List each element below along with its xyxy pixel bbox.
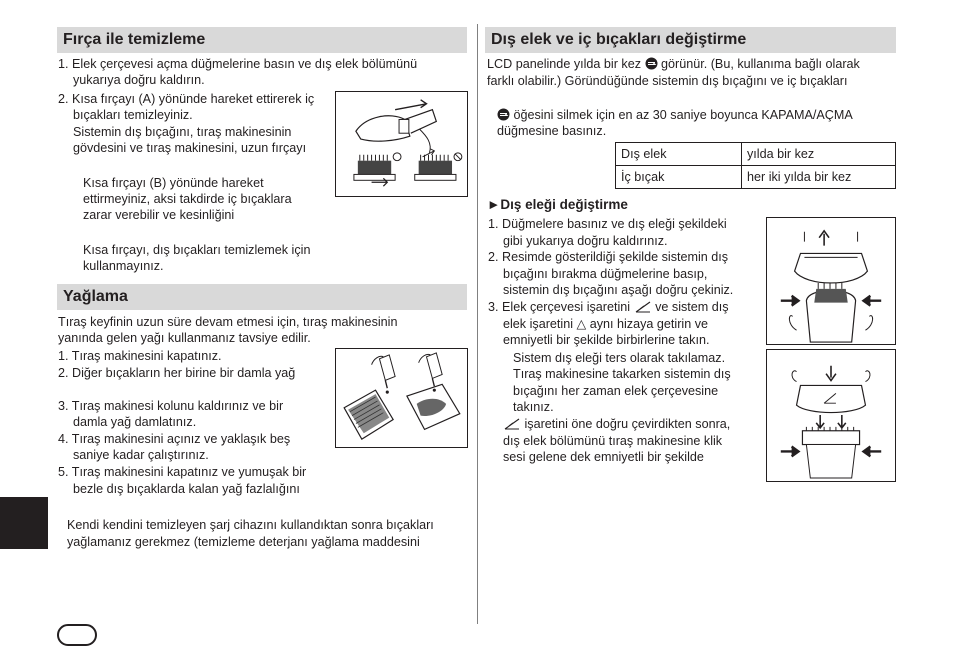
replace-note-2-line-1-text: işaretini öne doğru çevirdikten sonra, [524,417,731,431]
replace-note-2-line-3: sesi gelene dek emniyetli bir şekilde [503,450,704,464]
step-2-line-1: 2. Kısa fırçayı (A) yönünde hareket ettirerek iç [58,92,315,106]
lubrication-figure [335,348,468,448]
lube-step-2: 2. Diğer bıçakların her birine bir damla yağ [58,366,296,380]
step-1-line-2: yukarıya doğru kaldırın. [73,73,205,87]
replace-step-1-line-1: 1. Düğmelere basınız ve dış eleği şekildeki [488,217,727,231]
replace-indicator-icon [645,57,658,74]
replace-step-3-line-3: emniyetli bir şekilde birbirlerine takın. [503,333,710,347]
column-divider [477,24,478,624]
page-number-oval [57,624,97,646]
replace-step-3-line-2 [503,316,708,332]
replace-step-1-line-2: gibi yukarıya doğru kaldırınız. [503,234,668,248]
note-2-line-2: kullanmayınız. [83,259,164,273]
lube-step-3-line-2: damla yağ damlatınız. [73,415,197,429]
lube-note-line-1: Kendi kendini temizleyen şarj cihazını kullandıktan sonra bıçakları [67,518,434,532]
replace-note-1-line-1: Sistem dış eleği ters olarak takılamaz. [513,351,726,365]
erase-line-1-text: öğesini silmek için en az 30 saniye boyunca KAPAMA/AÇMA [513,108,853,122]
erase-line-2: düğmesine basınız. [497,124,607,138]
lube-step-1: 1. Tıraş makinesini kapatınız. [58,349,222,363]
step-1-line-1: 1. Elek çerçevesi açma düğmelerine basın ve dış elek bölümünü [58,57,418,71]
replace-note-1-line-4: takınız. [513,400,554,414]
lubrication-intro-line-2: yanında gelen yağı kullanmanız tavsiye edilir. [58,331,311,345]
section-heading-brush-cleaning: Fırça ile temizleme [57,27,467,53]
alignment-mark-icon [503,418,521,434]
replace-step-2-line-3: sistemin dış bıçağını aşağı doğru çekiniz. [503,283,734,297]
subheading-replace-outer-foil [487,197,628,213]
table-cell: her iki yılda bir kez [742,166,896,189]
arrow-marker: ► [487,197,501,212]
alignment-mark-icon [634,301,652,317]
note-1-line-1: Kısa fırçayı (B) yönünde hareket [83,176,264,190]
replace-step-3-line-2-b: aynı hizaya getirin ve [589,317,708,331]
lube-note-line-2: yağlamanız gerekmez (temizleme deterjanı yağlama maddesini [67,535,420,549]
remove-outer-foil-figure [766,217,896,345]
note-1-line-3: zarar verebilir ve kesinliğini [83,208,235,222]
lubrication-intro-line-1: Tıraş keyfinin uzun süre devam etmesi için, tıraş makinesinin [58,315,398,329]
replace-note-2-line-1 [503,416,730,434]
note-1-line-2: ettirmeyiniz, aksi takdirde iç bıçaklara [83,192,292,206]
lcd-line-2: farklı olabilir.) Göründüğünde sistemin dış bıçağını ve iç bıçakları [487,74,848,88]
replace-step-3-line-1-b: ve sistem dış [655,300,729,314]
replace-note-1-line-2: Tıraş makinesine takarken sistemin dış [513,367,731,381]
note-2-line-1: Kısa fırçayı, dış bıçakları temizlemek için [83,243,311,257]
lube-step-3-line-1: 3. Tıraş makinesi kolunu kaldırınız ve bir [58,399,284,413]
replace-step-3-line-1 [488,299,729,317]
replace-note-1-line-3: bıçağını her zaman elek çerçevesine [513,384,719,398]
step-2-line-4: gövdesini ve tıraş makinesini, uzun fırçayı [73,141,307,155]
language-side-tab [0,497,48,549]
subheading-text: Dış eleği değiştirme [500,197,628,212]
replace-step-2-line-2: bıçağını bırakma düğmelerine basıp, [503,267,708,281]
lube-step-4-line-2: saniye kadar çalıştırınız. [73,448,209,462]
lube-step-5-line-1: 5. Tıraş makinesini kapatınız ve yumuşak bir [58,465,307,479]
table-row [616,143,896,166]
replacement-interval-table [615,142,896,189]
lube-step-4-line-1: 4. Tıraş makinesini açınız ve yaklaşık beş [58,432,291,446]
step-2-line-2: bıçakları temizleyiniz. [73,108,193,122]
replace-note-2-line-2: dış elek bölümünü tıraş makinesine klik [503,434,723,448]
table-cell: yılda bir kez [742,143,896,166]
brush-cleaning-figure [335,91,468,197]
lcd-line-1 [487,56,860,74]
step-2-line-3: Sistemin dış bıçağını, tıraş makinesinin [73,125,292,139]
lcd-line-1-a: LCD panelinde yılda bir kez [487,57,642,71]
table-cell: Dış elek [616,143,742,166]
section-heading-replacing-blades: Dış elek ve iç bıçakları değiştirme [485,27,896,53]
replace-step-3-line-1-a: 3. Elek çerçevesi işaretini [488,300,631,314]
section-heading-lubrication: Yağlama [57,284,467,310]
replace-step-3-line-2-a: elek işaretini [503,317,573,331]
replace-step-2-line-1: 2. Resimde gösterildiği şekilde sistemin dış [488,250,729,264]
attach-outer-foil-figure [766,349,896,482]
lcd-line-1-b: görünür. (Bu, kullanıma bağlı olarak [661,57,860,71]
table-cell: İç bıçak [616,166,742,189]
table-row [616,166,896,189]
triangle-mark-icon: △ [576,317,587,331]
lube-step-5-line-2: bezle dış bıçaklarda kalan yağ fazlalığını [73,482,300,496]
